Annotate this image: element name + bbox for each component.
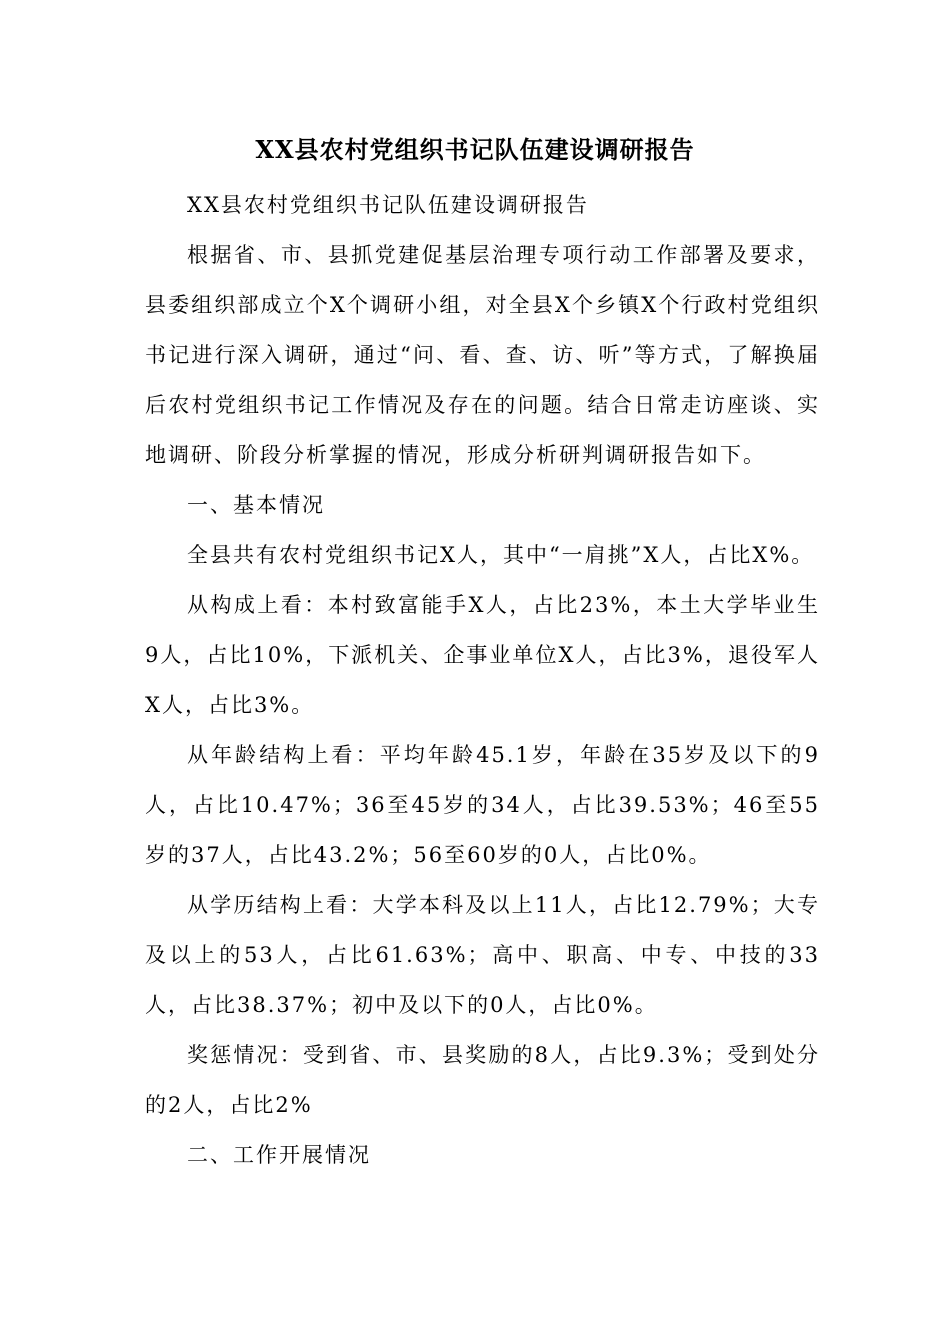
section-heading-basic: 一、基本情况 — [187, 493, 325, 517]
paragraph-education: 从学历结构上看：大学本科及以上11人，占比12.79%；大专及以上的53人，占比61.63%；高中、职高、中专、中技的33人，占比38.37%；初中及以下的0人，占比0%。 — [145, 893, 820, 1017]
subtitle-paragraph: XX县农村党组织书记队伍建设调研报告 — [187, 193, 589, 217]
paragraph-composition: 从构成上看：本村致富能手X人，占比23%，本土大学毕业生9人，占比10%，下派机关、企事业单位X人，占比3%，退役军人X人，占比3%。 — [145, 593, 820, 717]
paragraph-rewards: 奖惩情况：受到省、市、县奖励的8人，占比9.3%；受到处分的2人，占比2% — [145, 1043, 820, 1117]
document-body — [145, 180, 820, 1180]
intro-paragraph: 根据省、市、县抓党建促基层治理专项行动工作部署及要求，县委组织部成立个X个调研小组，对全县X个乡镇X个行政村党组织书记进行深入调研，通过“问、看、查、访、听”等方式，了解换届后农村党组织书记工作情况及存在的问题。结合日常走访座谈、实地调研、阶段分析掌握的情况，形成分析研判调研报告如下。 — [145, 243, 820, 467]
paragraph-total: 全县共有农村党组织书记X人，其中“一肩挑”X人，占比X%。 — [187, 543, 815, 567]
section-heading-work: 二、工作开展情况 — [187, 1143, 371, 1167]
document-title: XX县农村党组织书记队伍建设调研报告 — [255, 135, 695, 164]
paragraph-age: 从年龄结构上看：平均年龄45.1岁，年龄在35岁及以下的9人，占比10.47%；36至45岁的34人，占比39.53%；46至55岁的37人，占比43.2%；56至60岁的0人，占比0%。 — [145, 743, 820, 867]
